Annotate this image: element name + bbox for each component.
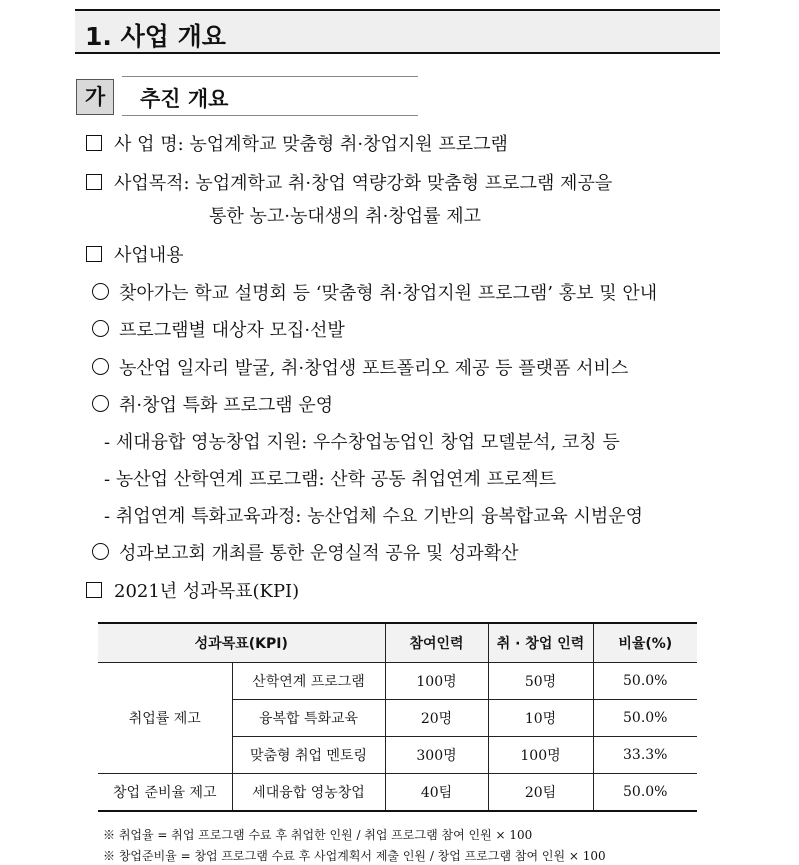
participants-cell: 100명	[385, 663, 488, 700]
table-row	[98, 663, 697, 700]
circle-bullet-icon	[92, 320, 109, 337]
contents-item: 찾아가는 학교 설명회 등 ‘맞춤형 취·창업지원 프로그램’ 홍보 및 안내	[92, 281, 657, 307]
header-participants: 참여인력	[385, 623, 488, 663]
ratio-cell: 33.3%	[593, 737, 697, 774]
table-row	[98, 774, 697, 812]
program-cell: 세대융합 영농창업	[232, 774, 385, 812]
section-title: 1. 사업 개요	[85, 22, 226, 51]
kpi-table	[98, 622, 697, 812]
program-cell: 맞춤형 취업 멘토링	[232, 737, 385, 774]
participants-cell: 20명	[385, 700, 488, 737]
square-bullet-icon	[86, 582, 102, 598]
program-cell: 산학연계 프로그램	[232, 663, 385, 700]
header-ratio: 비율(%)	[593, 623, 697, 663]
project-purpose-line2: 통한 농고·농대생의 취·창업률 제고	[209, 206, 482, 227]
participants-cell: 300명	[385, 737, 488, 774]
circle-bullet-icon	[92, 543, 109, 560]
goal-cell: 취업률 제고	[98, 663, 232, 774]
header-outcome: 취 · 창업 인력	[488, 623, 593, 663]
dash-item: - 취업연계 특화교육과정: 농산업체 수요 기반의 융복합교육 시범운영	[104, 506, 644, 527]
contents-label: 사업내용	[114, 245, 184, 266]
contents-item: 성과보고회 개최를 통한 운영실적 공유 및 성과확산	[92, 541, 518, 567]
dash-item: - 세대융합 영농창업 지원: 우수창업농업인 창업 모델분석, 코칭 등	[104, 432, 620, 453]
outcome-cell: 50명	[488, 663, 593, 700]
subsection-title: 추진 개요	[140, 87, 229, 111]
goal-cell: 창업 준비율 제고	[98, 774, 232, 812]
dash-item: - 농산업 산학연계 프로그램: 산학 공동 취업연계 프로젝트	[104, 469, 557, 490]
square-bullet-icon	[86, 135, 102, 151]
project-purpose-label: 사업목적:	[114, 173, 190, 194]
contents-item: 농산업 일자리 발굴, 취·창업생 포트폴리오 제공 등 플랫폼 서비스	[92, 356, 628, 382]
ratio-cell: 50.0%	[593, 774, 697, 812]
ratio-cell: 50.0%	[593, 663, 697, 700]
table-header-row	[98, 623, 697, 663]
circle-bullet-icon	[92, 283, 109, 300]
contents-item: 취·창업 특화 프로그램 운영	[92, 393, 333, 419]
ratio-cell: 50.0%	[593, 700, 697, 737]
circle-bullet-icon	[92, 395, 109, 412]
kpi-heading	[86, 579, 299, 605]
header-kpi: 성과목표(KPI)	[98, 623, 385, 663]
project-name-label: 사 업 명:	[114, 134, 184, 155]
square-bullet-icon	[86, 246, 102, 262]
kpi-label: 2021년 성과목표(KPI)	[114, 581, 300, 602]
subsection-title-bar	[122, 76, 418, 116]
subsection-marker: 가	[76, 79, 114, 115]
circle-bullet-icon	[92, 358, 109, 375]
project-name-value: 농업계학교 맞춤형 취·창업지원 프로그램	[189, 134, 508, 155]
project-name-line	[86, 132, 508, 158]
outcome-cell: 100명	[488, 737, 593, 774]
project-purpose-line	[86, 171, 612, 197]
program-cell: 융복합 특화교육	[232, 700, 385, 737]
participants-cell: 40팀	[385, 774, 488, 812]
contents-heading	[86, 243, 184, 269]
outcome-cell: 20팀	[488, 774, 593, 812]
contents-item: 프로그램별 대상자 모집·선발	[92, 318, 345, 344]
section-title-bar	[75, 9, 720, 54]
footnote: ※ 창업준비율 = 창업 프로그램 수료 후 사업계획서 제출 인원 / 창업 프로그램 참여 인원 × 100	[103, 849, 606, 863]
project-purpose-line1: 농업계학교 취·창업 역량강화 맞춤형 프로그램 제공을	[195, 173, 613, 194]
square-bullet-icon	[86, 174, 102, 190]
footnote: ※ 취업율 = 취업 프로그램 수료 후 취업한 인원 / 취업 프로그램 참여 인원 × 100	[103, 828, 533, 842]
outcome-cell: 10명	[488, 700, 593, 737]
